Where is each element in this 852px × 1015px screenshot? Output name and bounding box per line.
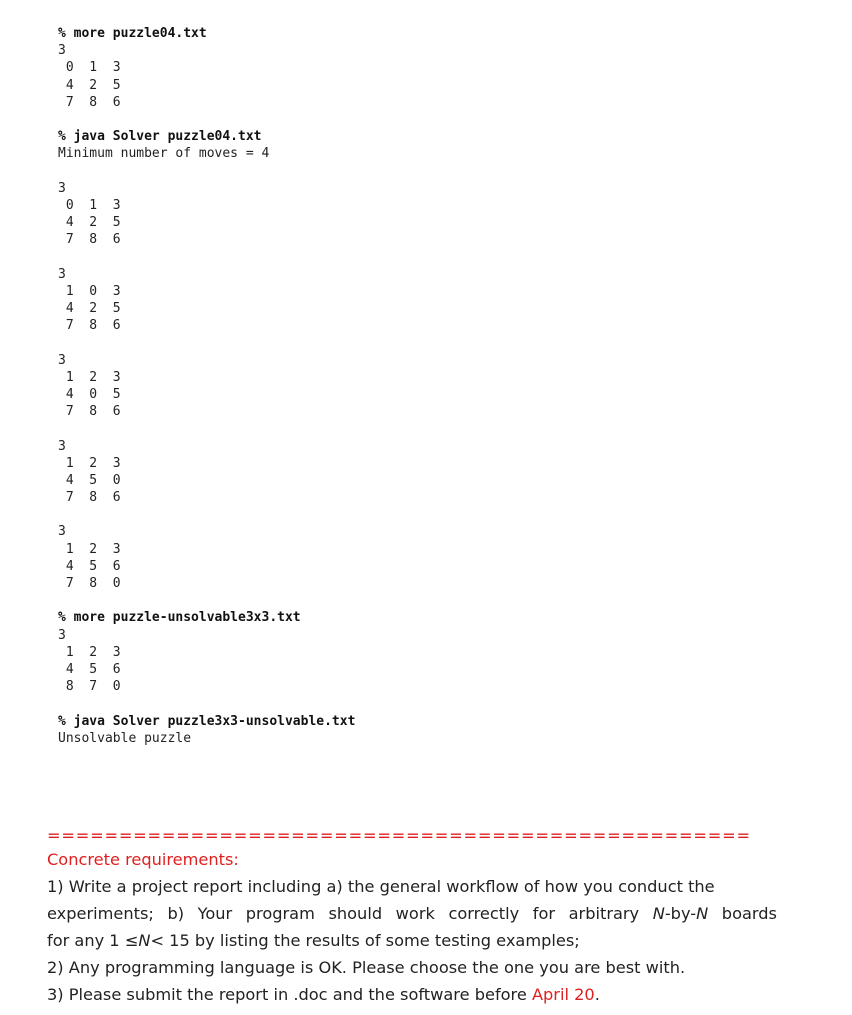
- board-row: 4 5 6: [58, 661, 121, 677]
- requirement-item-2: 2) Any programming language is OK. Please choose the one you are best with.: [47, 958, 686, 977]
- separator-line: =================================================: [47, 826, 751, 845]
- board-row: 7 8 6: [58, 94, 121, 110]
- deadline: April 20: [531, 985, 595, 1004]
- text-fragment: 3) Please submit the report in .doc and the software before: [47, 985, 532, 1004]
- terminal-output: [58, 25, 355, 747]
- board-row: 1 2 3: [58, 455, 121, 471]
- board-size: 3: [58, 627, 66, 643]
- solution-board-2: [58, 266, 355, 335]
- min-moves-output: Minimum number of moves = 4: [58, 146, 270, 162]
- solution-board-3: [58, 352, 355, 421]
- board-row: 4 0 5: [58, 386, 121, 402]
- board-row: 0 1 3: [58, 60, 121, 76]
- solution-board-1: [58, 180, 355, 249]
- board-size: 3: [58, 352, 66, 368]
- board-row: 4 2 5: [58, 301, 121, 316]
- command-java-solver-unsolvable: % java Solver puzzle3x3-unsolvable.txt: [58, 713, 356, 729]
- command-more-puzzle04: % more puzzle04.txt: [58, 26, 207, 41]
- board-row: 7 8 6: [58, 490, 121, 506]
- solution-board-4: [58, 438, 355, 507]
- board-row: 1 2 3: [58, 541, 121, 557]
- board-row: 4 2 5: [58, 215, 121, 231]
- requirement-item-3: [47, 981, 777, 1008]
- solution-board-5: [58, 523, 355, 592]
- text-fragment: for any 1 ≤: [47, 931, 139, 950]
- text-fragment: boards: [708, 904, 777, 923]
- board-row: 1 0 3: [58, 283, 121, 299]
- requirement-item-1-line-1: 1) Write a project report including a) the general workflow of how you conduct the: [47, 877, 715, 896]
- command-java-solver-puzzle04: % java Solver puzzle04.txt: [58, 129, 262, 145]
- variable-n: N: [138, 931, 151, 950]
- board-row: 7 8 0: [58, 576, 121, 591]
- variable-n: N: [652, 904, 665, 923]
- board-row: 1 2 3: [58, 369, 121, 385]
- text-fragment: experiments; b) Your program should work correctly for arbitrary: [47, 904, 653, 923]
- board-size: 3: [58, 266, 66, 282]
- board-row: 4 5 6: [58, 558, 121, 574]
- requirements-title: Concrete requirements:: [47, 850, 239, 869]
- variable-n: N: [696, 904, 709, 923]
- file-contents-unsolvable: [58, 627, 355, 696]
- board-row: 1 2 3: [58, 644, 121, 660]
- board-size: 3: [58, 524, 66, 540]
- text-fragment: .: [594, 985, 600, 1004]
- requirements-section: [47, 826, 777, 1008]
- board-row: 7 8 6: [58, 318, 121, 334]
- text-fragment: < 15 by listing the results of some testing examples;: [150, 931, 580, 950]
- file-contents-puzzle04: [58, 42, 355, 111]
- text-fragment: -by-: [664, 904, 697, 923]
- board-row: 8 7 0: [58, 679, 121, 695]
- board-row: 0 1 3: [58, 197, 121, 213]
- board-size: 3: [58, 180, 66, 196]
- board-row: 7 8 6: [58, 404, 121, 420]
- board-row: 7 8 6: [58, 232, 121, 248]
- unsolvable-output: Unsolvable puzzle: [58, 730, 192, 746]
- board-row: 4 5 0: [58, 472, 121, 488]
- command-more-unsolvable: % more puzzle-unsolvable3x3.txt: [58, 610, 301, 626]
- board-size: 3: [58, 438, 66, 454]
- board-size: 3: [58, 43, 66, 59]
- board-row: 4 2 5: [58, 77, 121, 93]
- requirement-item-1-line-2: [47, 900, 777, 927]
- requirement-item-1-line-3: [47, 927, 777, 954]
